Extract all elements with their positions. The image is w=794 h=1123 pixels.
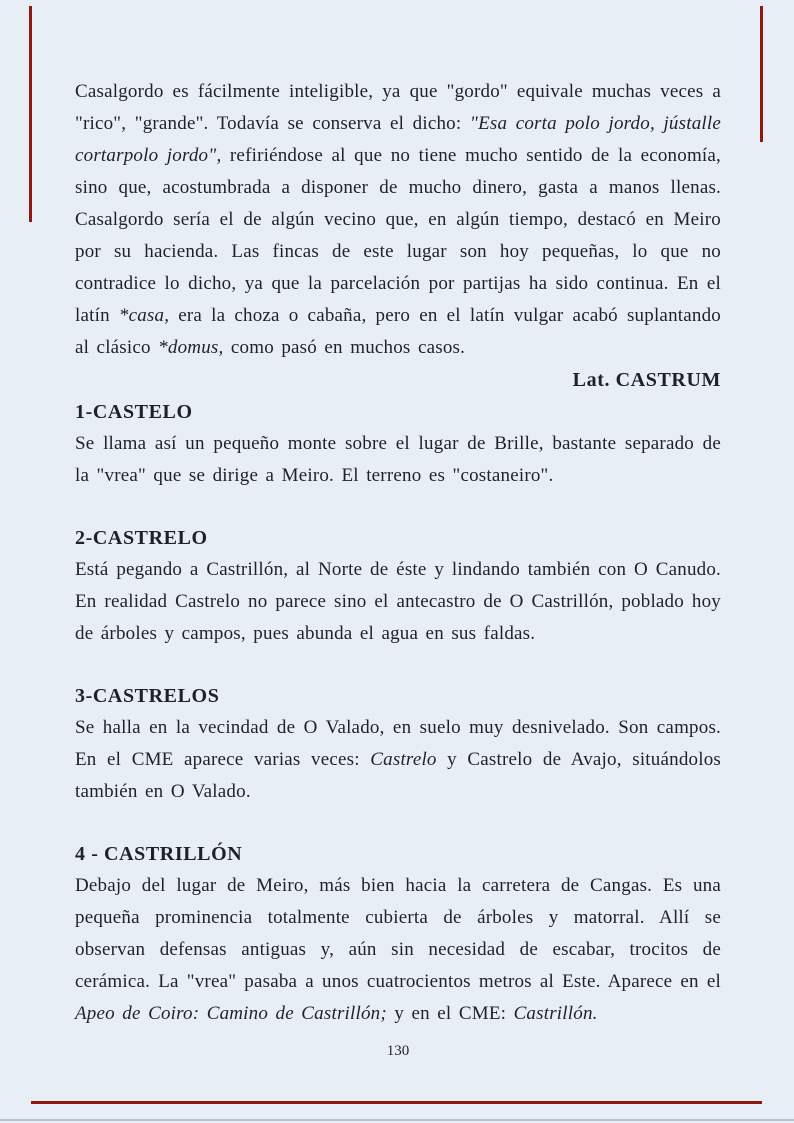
scan-frame-mark-bottom bbox=[31, 1101, 762, 1104]
italic-phrase: Apeo de Coiro: Camino de Castrillón; bbox=[75, 1003, 387, 1024]
entry-heading: 1-CASTELO bbox=[75, 401, 193, 423]
text-run: como pasó en muchos casos. bbox=[223, 337, 466, 358]
italic-phrase: "Esa corta polo jordo, jústalle cortarpolo jordo", bbox=[75, 113, 721, 166]
text-run: y en el CME: bbox=[386, 1003, 514, 1024]
text-run: Se llama así un pequeño monte sobre el lugar de Brille, bastante separado de la "vrea" que se dirige a Meiro. El terreno es "costaneiro". bbox=[75, 433, 721, 486]
text-run: era la choza o cabaña, pero en el latín vulgar acabó suplantando al clásico bbox=[75, 305, 721, 358]
text-run: Casalgordo es fácilmente inteligible, ya que "gordo" equivale muchas veces a "rico", "grande". Todavía se conserva el dicho: bbox=[75, 81, 721, 134]
italic-phrase: *casa, bbox=[118, 305, 170, 326]
text-run: y Castrelo de Avajo, situándolos también en O Valado. bbox=[75, 749, 721, 802]
entry-heading: 2-CASTRELO bbox=[75, 527, 208, 549]
italic-phrase: Castrillón. bbox=[513, 1003, 598, 1024]
page-number: 130 bbox=[386, 1043, 410, 1059]
paragraph bbox=[75, 870, 721, 1030]
text-run: refiriéndose al que no tiene mucho sentido de la economía, sino que, acostumbrada a disponer de mucho dinero, gasta a manos llenas. Casalgordo sería el de algún vecino que, en algún tiempo, destacó en Meiro por su hacienda. Las fincas de este lugar son hoy pequeñas, lo que no contradice lo dicho, ya que la parcelación por partijas ha sido continua. En el latín bbox=[75, 145, 721, 326]
entry-heading: 4 - CASTRILLÓN bbox=[75, 843, 243, 865]
text-run: Se halla en la vecindad de O Valado, en suelo muy desnivelado. Son campos. En el CME aparece varias veces: bbox=[75, 717, 721, 770]
latin-etymon-heading: Lat. CASTRUM bbox=[572, 369, 721, 391]
paragraph bbox=[75, 428, 721, 492]
scan-edge-line bbox=[0, 1119, 794, 1121]
paragraph bbox=[75, 712, 721, 808]
paragraph bbox=[75, 76, 721, 364]
italic-phrase: *domus, bbox=[158, 337, 224, 358]
text-run: Debajo del lugar de Meiro, más bien hacia la carretera de Cangas. Es una pequeña prominencia totalmente cubierta de árboles y matorral. Allí se observan defensas antiguas y, aún sin necesidad de escabar, trocitos de cerámica. La "vrea" pasaba a unos cuatrocientos metros al Este. Aparece en el bbox=[75, 875, 721, 992]
paragraph bbox=[75, 554, 721, 650]
text-run: Está pegando a Castrillón, al Norte de éste y lindando también con O Canudo. En realidad Castrelo no parece sino el antecastro de O Castrillón, poblado hoy de árboles y campos, pues abunda el agua en sus faldas. bbox=[75, 559, 721, 644]
entry-heading: 3-CASTRELOS bbox=[75, 685, 220, 707]
italic-phrase: Castrelo bbox=[370, 749, 437, 770]
